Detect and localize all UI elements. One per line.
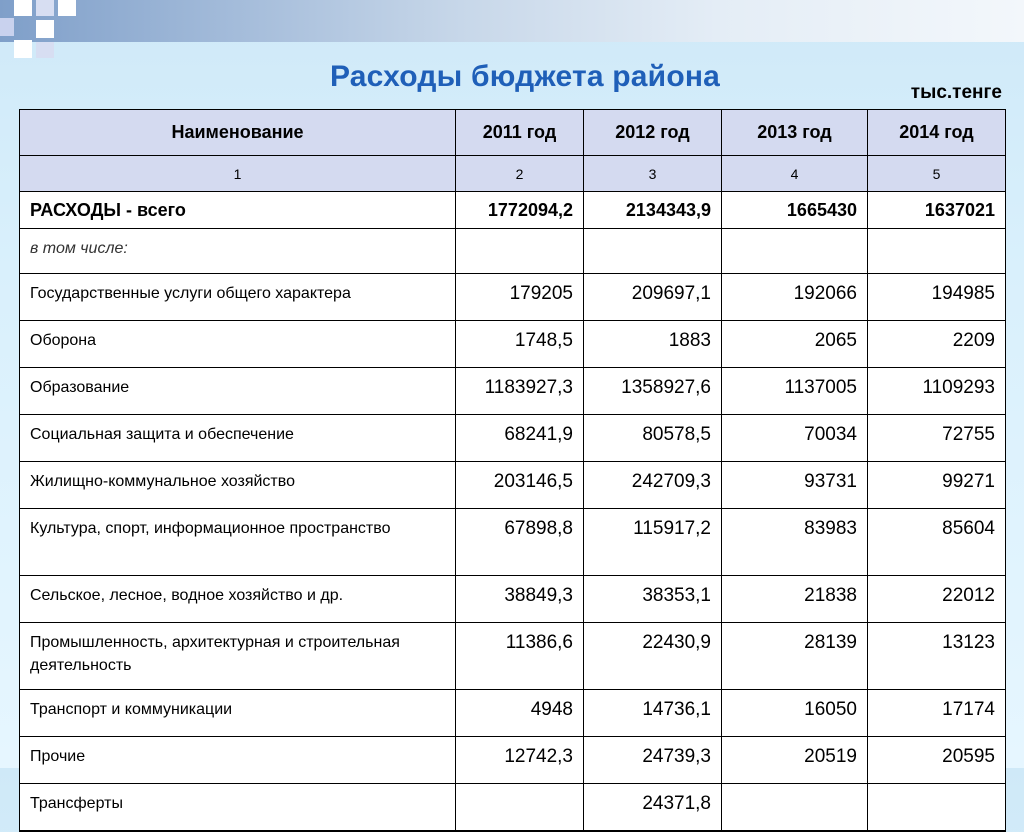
row-value: 22012	[868, 576, 1006, 623]
column-number-cell: 3	[584, 156, 722, 192]
row-label: Государственные услуги общего характера	[20, 274, 456, 321]
row-value: 80578,5	[584, 415, 722, 462]
row-value: 4948	[456, 690, 584, 737]
decorative-square	[14, 40, 32, 58]
budget-table	[19, 109, 1006, 832]
row-value: 38353,1	[584, 576, 722, 623]
row-value	[456, 784, 584, 832]
row-value: 70034	[722, 415, 868, 462]
empty-cell	[868, 229, 1006, 274]
row-value: 93731	[722, 462, 868, 509]
table-row	[20, 274, 1006, 321]
row-value: 68241,9	[456, 415, 584, 462]
decorative-square	[36, 20, 54, 38]
row-value: 21838	[722, 576, 868, 623]
row-value: 1883	[584, 321, 722, 368]
total-label: РАСХОДЫ - всего	[20, 192, 456, 229]
total-value: 1772094,2	[456, 192, 584, 229]
row-value: 1358927,6	[584, 368, 722, 415]
row-label: Промышленность, архитектурная и строительная деятельность	[20, 623, 456, 690]
row-value: 179205	[456, 274, 584, 321]
row-value: 38849,3	[456, 576, 584, 623]
row-label: Транспорт и коммуникации	[20, 690, 456, 737]
decorative-square	[0, 18, 14, 36]
total-row	[20, 192, 1006, 229]
row-value: 194985	[868, 274, 1006, 321]
table-header-row	[20, 110, 1006, 156]
row-value: 1748,5	[456, 321, 584, 368]
table-row	[20, 737, 1006, 784]
slide-title: Расходы бюджета района	[329, 60, 721, 93]
row-label: Образование	[20, 368, 456, 415]
table-row	[20, 321, 1006, 368]
total-value: 2134343,9	[584, 192, 722, 229]
row-value: 1137005	[722, 368, 868, 415]
row-label: Социальная защита и обеспечение	[20, 415, 456, 462]
row-value: 99271	[868, 462, 1006, 509]
row-value: 13123	[868, 623, 1006, 690]
column-number-cell: 2	[456, 156, 584, 192]
row-label: Сельское, лесное, водное хозяйство и др.	[20, 576, 456, 623]
decorative-square	[36, 42, 54, 58]
header-cell: 2013 год	[722, 110, 868, 156]
subheader-row	[20, 229, 1006, 274]
row-label: Трансферты	[20, 784, 456, 832]
row-value: 192066	[722, 274, 868, 321]
empty-cell	[456, 229, 584, 274]
row-value: 203146,5	[456, 462, 584, 509]
row-value: 209697,1	[584, 274, 722, 321]
total-value: 1637021	[868, 192, 1006, 229]
table-row	[20, 368, 1006, 415]
row-value	[868, 784, 1006, 832]
row-value: 22430,9	[584, 623, 722, 690]
row-value: 11386,6	[456, 623, 584, 690]
table-row	[20, 623, 1006, 690]
row-value: 20519	[722, 737, 868, 784]
row-label: Жилищно-коммунальное хозяйство	[20, 462, 456, 509]
table-row	[20, 784, 1006, 832]
row-value: 24371,8	[584, 784, 722, 832]
table-row	[20, 462, 1006, 509]
table-row	[20, 415, 1006, 462]
row-value: 20595	[868, 737, 1006, 784]
units-label: тыс.тенге	[910, 82, 1002, 103]
column-number-cell: 1	[20, 156, 456, 192]
row-value: 14736,1	[584, 690, 722, 737]
row-value: 24739,3	[584, 737, 722, 784]
empty-cell	[584, 229, 722, 274]
row-value: 67898,8	[456, 509, 584, 576]
decorative-top-bar	[0, 0, 1024, 42]
row-value: 242709,3	[584, 462, 722, 509]
row-value: 115917,2	[584, 509, 722, 576]
table-row	[20, 576, 1006, 623]
row-value: 1183927,3	[456, 368, 584, 415]
row-value: 1109293	[868, 368, 1006, 415]
subheader-label: в том числе:	[20, 229, 456, 274]
total-value: 1665430	[722, 192, 868, 229]
row-value: 17174	[868, 690, 1006, 737]
table-row	[20, 690, 1006, 737]
row-value: 2209	[868, 321, 1006, 368]
column-number-cell: 4	[722, 156, 868, 192]
decorative-square	[58, 0, 76, 16]
row-value: 28139	[722, 623, 868, 690]
column-number-row	[20, 156, 1006, 192]
header-cell: 2014 год	[868, 110, 1006, 156]
row-value	[722, 784, 868, 832]
row-value: 16050	[722, 690, 868, 737]
table-body	[20, 274, 1006, 832]
row-label: Культура, спорт, информационное пространство	[20, 509, 456, 576]
row-value: 12742,3	[456, 737, 584, 784]
empty-cell	[722, 229, 868, 274]
row-value: 72755	[868, 415, 1006, 462]
decorative-square	[14, 0, 32, 16]
row-label: Прочие	[20, 737, 456, 784]
table-row	[20, 509, 1006, 576]
row-value: 85604	[868, 509, 1006, 576]
row-value: 83983	[722, 509, 868, 576]
row-label: Оборона	[20, 321, 456, 368]
row-value: 2065	[722, 321, 868, 368]
header-cell: Наименование	[20, 110, 456, 156]
decorative-square	[36, 0, 54, 16]
header-cell: 2011 год	[456, 110, 584, 156]
header-cell: 2012 год	[584, 110, 722, 156]
column-number-cell: 5	[868, 156, 1006, 192]
